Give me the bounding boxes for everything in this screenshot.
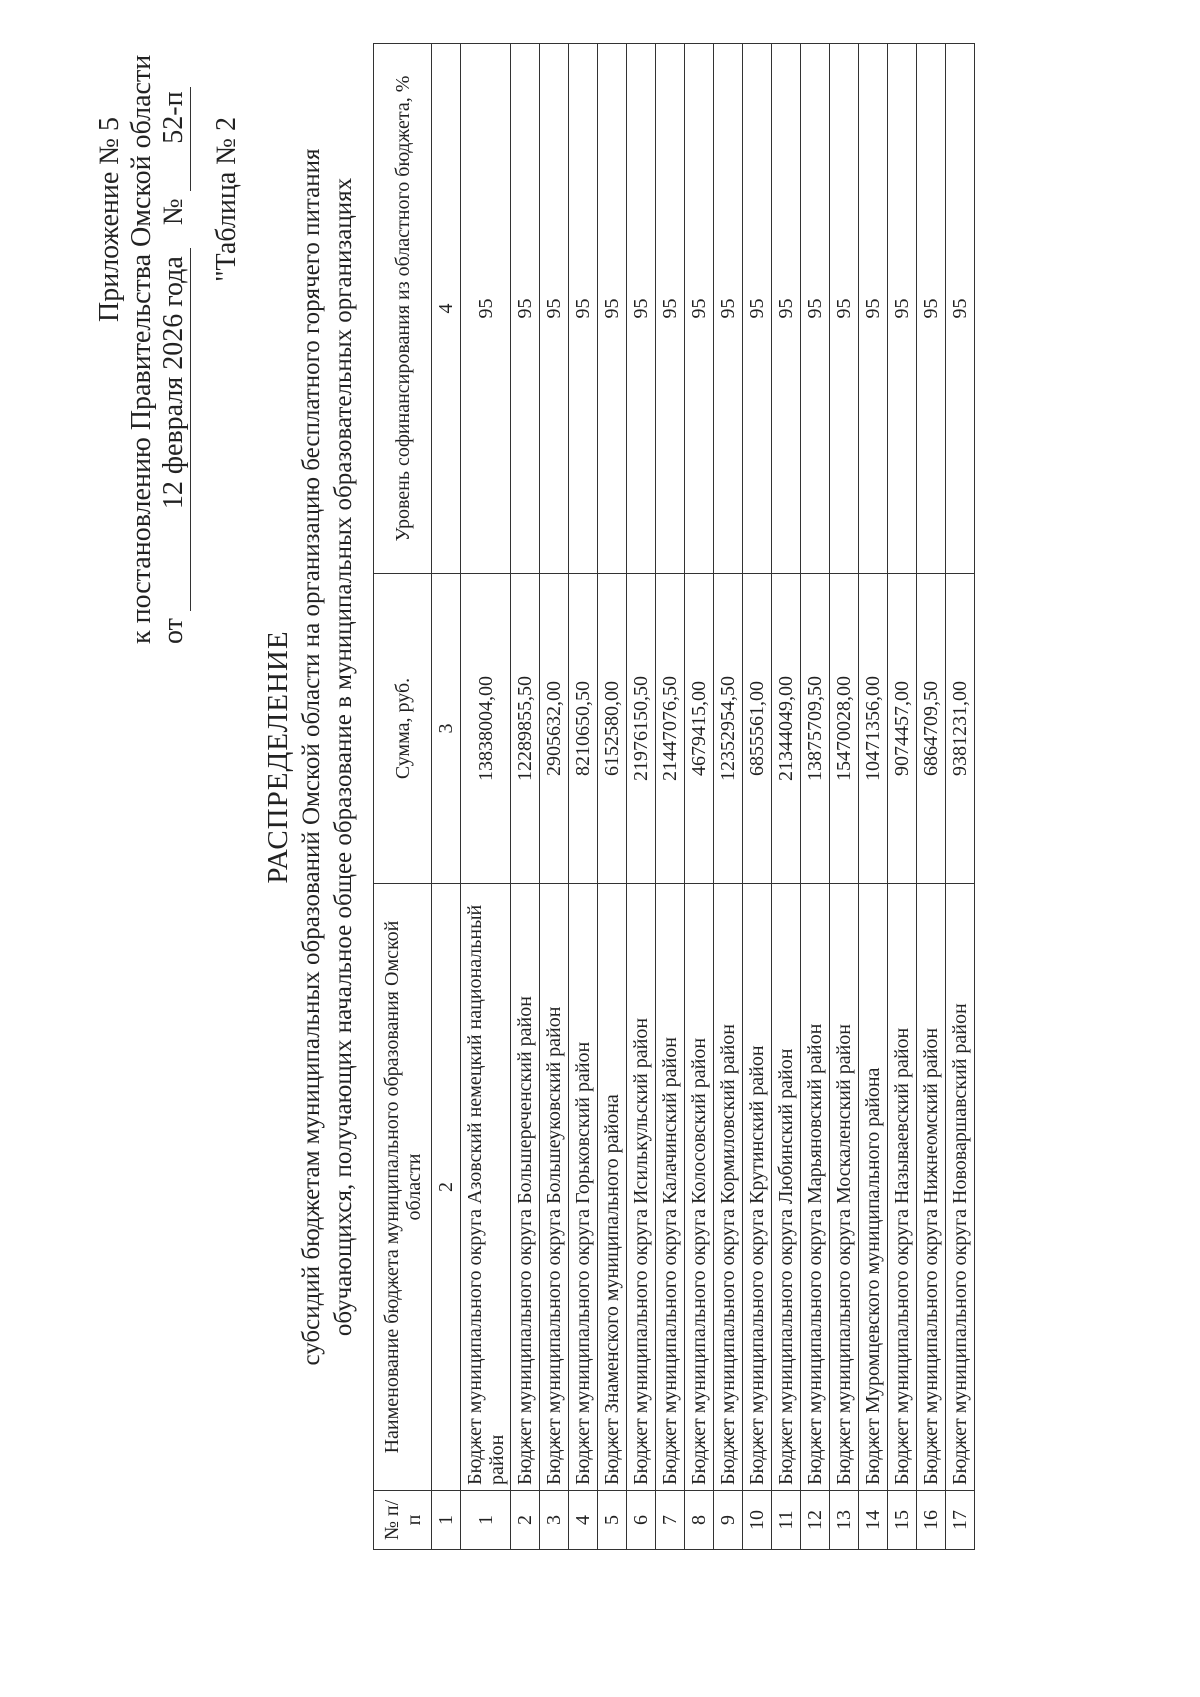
row-sum: 13875709,50	[801, 574, 830, 884]
row-sum: 9381231,00	[946, 574, 975, 884]
row-level: 95	[714, 44, 743, 574]
row-level: 95	[627, 44, 656, 574]
row-name: Бюджет муниципального округа Москаленский район	[830, 884, 859, 1491]
row-number: 13	[830, 1491, 859, 1550]
header-sum: Сумма, руб.	[374, 574, 432, 884]
row-name: Бюджет муниципального округа Большеуковский район	[540, 884, 569, 1491]
row-sum: 4679415,00	[685, 574, 714, 884]
resolution-date: 12 февраля 2026 года	[157, 248, 191, 611]
row-name: Бюджет муниципального округа Нововаршавский район	[946, 884, 975, 1491]
table-body	[461, 44, 975, 1550]
row-sum: 6855561,00	[743, 574, 772, 884]
row-name: Бюджет муниципального округа Азовский немецкий национальный район	[461, 884, 511, 1491]
row-number: 4	[569, 1491, 598, 1550]
row-number: 14	[859, 1491, 888, 1550]
resolution-number: 52-п	[157, 87, 191, 191]
row-sum: 21344049,00	[772, 574, 801, 884]
row-number: 10	[743, 1491, 772, 1550]
row-sum: 13838004,00	[461, 574, 511, 884]
table-header-row	[374, 44, 432, 1550]
header-number: № п/п	[374, 1491, 432, 1550]
row-name: Бюджет муниципального округа Называевский район	[888, 884, 917, 1491]
table-row	[511, 44, 540, 1550]
row-name: Бюджет муниципального округа Горьковский район	[569, 884, 598, 1491]
row-name: Бюджет Знаменского муниципального района	[598, 884, 627, 1491]
row-number: 9	[714, 1491, 743, 1550]
row-level: 95	[830, 44, 859, 574]
table-label: "Таблица № 2	[211, 117, 242, 282]
row-sum: 15470028,00	[830, 574, 859, 884]
row-level: 95	[917, 44, 946, 574]
row-level: 95	[656, 44, 685, 574]
row-level: 95	[801, 44, 830, 574]
table-row	[801, 44, 830, 1550]
row-name: Бюджет Муромцевского муниципального района	[859, 884, 888, 1491]
table-row	[598, 44, 627, 1550]
col-number-1: 1	[432, 1491, 461, 1550]
document-subtitle-line2: обучающихся, получающих начальное общее образование в муниципальных образовательных организациях	[330, 177, 357, 1337]
resolution-reference: к постановлению Правительства Омской области	[126, 54, 157, 644]
row-level: 95	[946, 44, 975, 574]
column-number-row	[432, 44, 461, 1550]
table-row	[888, 44, 917, 1550]
row-sum: 10471356,00	[859, 574, 888, 884]
appendix-label: Приложение № 5	[94, 117, 125, 322]
row-number: 2	[511, 1491, 540, 1550]
row-sum: 21976150,50	[627, 574, 656, 884]
row-level: 95	[772, 44, 801, 574]
col-number-3: 3	[432, 574, 461, 884]
table-row	[830, 44, 859, 1550]
row-name: Бюджет муниципального округа Исилькульский район	[627, 884, 656, 1491]
row-number: 6	[627, 1491, 656, 1550]
document-subtitle-line1: субсидий бюджетам муниципальных образований Омской области на организацию бесплатного горячего питания	[298, 148, 325, 1366]
table-row	[743, 44, 772, 1550]
row-name: Бюджет муниципального округа Нижнеомский район	[917, 884, 946, 1491]
row-number: 5	[598, 1491, 627, 1550]
row-level: 95	[511, 44, 540, 574]
row-number: 8	[685, 1491, 714, 1550]
row-number: 11	[772, 1491, 801, 1550]
date-prefix: от	[158, 618, 189, 644]
row-sum: 12289855,50	[511, 574, 540, 884]
row-level: 95	[540, 44, 569, 574]
row-sum: 9074457,00	[888, 574, 917, 884]
row-number: 3	[540, 1491, 569, 1550]
row-number: 17	[946, 1491, 975, 1550]
row-name: Бюджет муниципального округа Кормиловский район	[714, 884, 743, 1491]
row-level: 95	[888, 44, 917, 574]
table-row	[627, 44, 656, 1550]
resolution-date-line	[157, 87, 191, 644]
table-row	[772, 44, 801, 1550]
row-level: 95	[461, 44, 511, 574]
row-name: Бюджет муниципального округа Крутинский район	[743, 884, 772, 1491]
row-number: 16	[917, 1491, 946, 1550]
row-number: 12	[801, 1491, 830, 1550]
table-row	[946, 44, 975, 1550]
row-name: Бюджет муниципального округа Любинский район	[772, 884, 801, 1491]
table-row	[569, 44, 598, 1550]
number-prefix: №	[158, 198, 189, 226]
header-name: Наименование бюджета муниципального образования Омской области	[374, 884, 432, 1491]
row-sum: 2905632,00	[540, 574, 569, 884]
table-row	[917, 44, 946, 1550]
row-name: Бюджет муниципального округа Колосовский район	[685, 884, 714, 1491]
table-row	[461, 44, 511, 1550]
table-row	[714, 44, 743, 1550]
col-number-2: 2	[432, 884, 461, 1491]
document-title: РАСПРЕДЕЛЕНИЕ	[262, 630, 294, 884]
header-level: Уровень софинансирования из областного бюджета, %	[374, 44, 432, 574]
row-number: 1	[461, 1491, 511, 1550]
table-row	[540, 44, 569, 1550]
row-name: Бюджет муниципального округа Калачинский район	[656, 884, 685, 1491]
table-row	[685, 44, 714, 1550]
row-level: 95	[859, 44, 888, 574]
row-name: Бюджет муниципального округа Большереченский район	[511, 884, 540, 1491]
row-sum: 12352954,50	[714, 574, 743, 884]
table-row	[859, 44, 888, 1550]
row-sum: 8210650,50	[569, 574, 598, 884]
row-number: 15	[888, 1491, 917, 1550]
row-name: Бюджет муниципального округа Марьяновский район	[801, 884, 830, 1491]
row-level: 95	[569, 44, 598, 574]
table-row	[656, 44, 685, 1550]
row-level: 95	[598, 44, 627, 574]
row-sum: 6864709,50	[917, 574, 946, 884]
row-level: 95	[685, 44, 714, 574]
col-number-4: 4	[432, 44, 461, 574]
distribution-table	[373, 43, 975, 1550]
row-sum: 21447076,50	[656, 574, 685, 884]
row-sum: 6152580,00	[598, 574, 627, 884]
row-level: 95	[743, 44, 772, 574]
row-number: 7	[656, 1491, 685, 1550]
